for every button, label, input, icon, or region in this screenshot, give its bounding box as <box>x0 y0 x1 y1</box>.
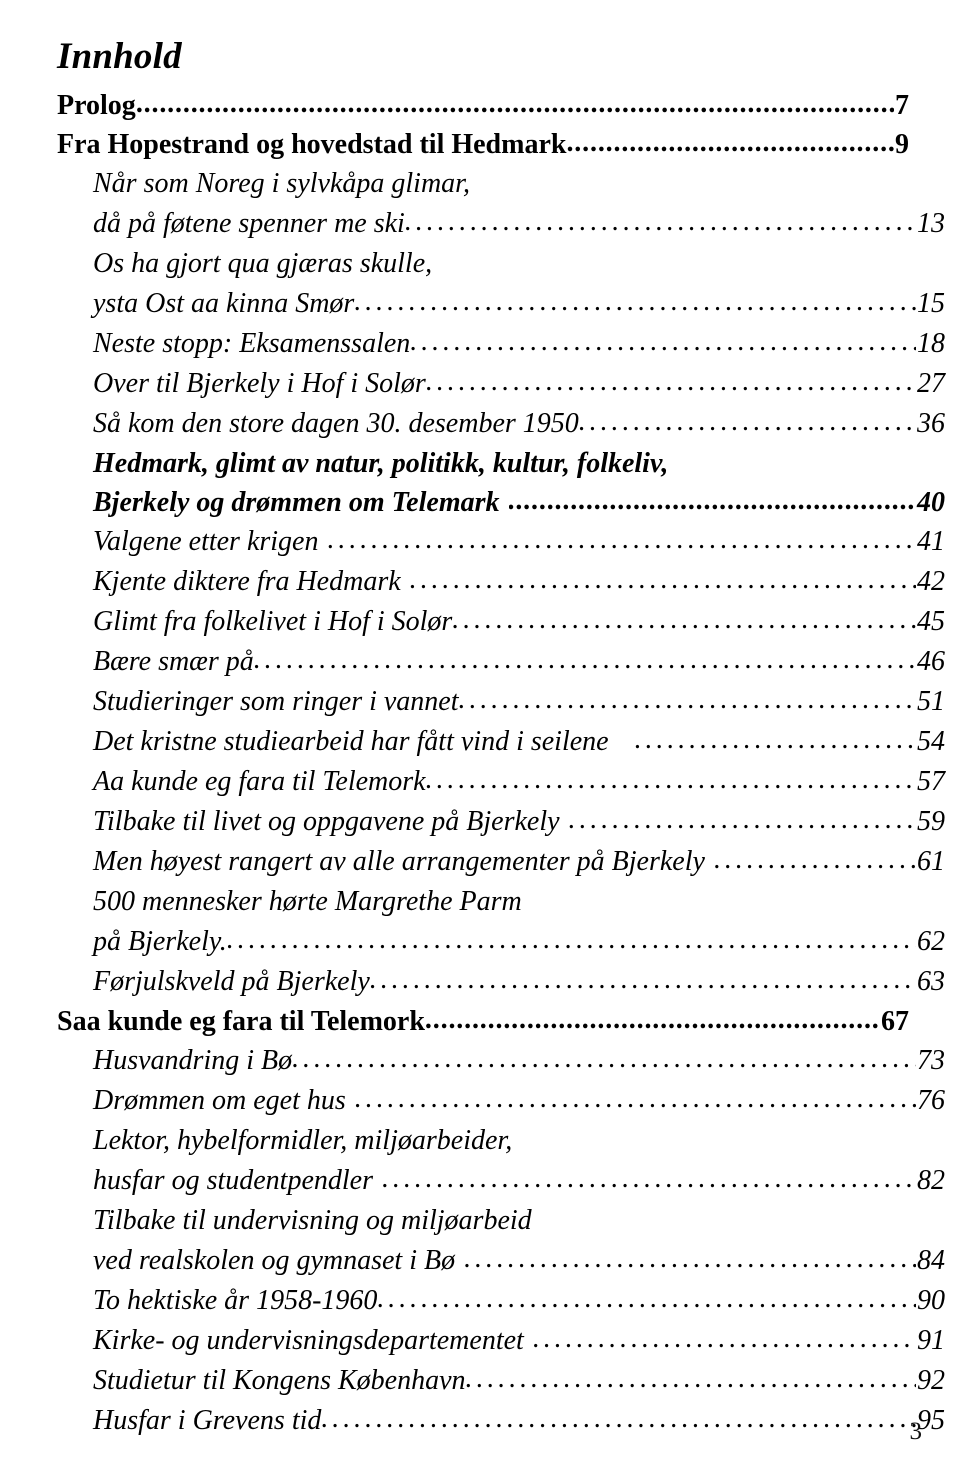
toc-entry-page-number: 45 <box>917 606 945 637</box>
toc-dot-leader <box>635 720 916 760</box>
toc-entry-line-final <box>93 1161 945 1201</box>
toc-entry-line-final <box>93 522 945 562</box>
toc-entry[interactable] <box>57 1401 945 1441</box>
toc-entry-label: Studieringer som ringer i vannet <box>93 686 459 717</box>
toc-entry-label: Kirke- og undervisningsdepartementet <box>93 1325 524 1356</box>
toc-entry-line-final <box>93 802 945 842</box>
toc-entry-line-final <box>93 562 945 602</box>
toc-entry-line-final <box>93 922 945 962</box>
toc-entry-page-number: 13 <box>917 208 945 239</box>
toc-entry-line-continued <box>93 882 945 922</box>
toc-entry-page-number: 82 <box>917 1165 945 1196</box>
toc-entry[interactable] <box>57 882 945 962</box>
toc-dot-leader <box>569 800 916 840</box>
toc-entry-line-continued <box>93 244 945 284</box>
toc-entry-label: på Bjerkely. <box>93 926 227 957</box>
toc-entry-label: Når som Noreg i sylvkåpa glimar, <box>93 168 470 199</box>
toc-entry-line-final <box>93 722 945 762</box>
toc-dot-leader <box>566 123 894 162</box>
toc-dot-leader <box>377 1279 916 1319</box>
toc-entry-page-number: 62 <box>917 926 945 957</box>
toc-entry-label: Bære smær på <box>93 646 254 677</box>
toc-entry-page-number: 76 <box>917 1085 945 1116</box>
toc-entry-page-number: 41 <box>917 526 945 557</box>
toc-entry[interactable] <box>57 642 945 682</box>
toc-dot-leader <box>425 1000 880 1039</box>
toc-entry-page-number: 95 <box>917 1405 945 1436</box>
toc-entry-page-number: 61 <box>917 846 945 877</box>
toc-entry[interactable] <box>57 1121 945 1201</box>
toc-entry-page-number: 42 <box>917 566 945 597</box>
table-of-contents-list <box>57 86 945 1441</box>
toc-dot-leader <box>405 202 916 242</box>
toc-dot-leader <box>464 1239 916 1279</box>
toc-entry[interactable] <box>57 86 909 125</box>
toc-entry-page-number: 91 <box>917 1325 945 1356</box>
toc-entry[interactable] <box>57 244 945 324</box>
toc-entry-label: Det kristne studiearbeid har fått vind i seilene <box>93 726 609 757</box>
toc-entry-label: Saa kunde eg fara til Telemork <box>57 1006 425 1037</box>
toc-entry-line-final <box>93 204 945 244</box>
toc-entry-label: Drømmen om eget hus <box>93 1085 346 1116</box>
toc-entry-page-number: 90 <box>917 1285 945 1316</box>
toc-entry-label: Lektor, hybelformidler, miljøarbeider, <box>93 1125 513 1156</box>
toc-entry-page-number: 40 <box>917 487 945 518</box>
toc-entry-label: Husfar i Grevens tid <box>93 1405 322 1436</box>
toc-entry[interactable] <box>57 1002 909 1041</box>
toc-entry-label: Over til Bjerkely i Hof i Solør <box>93 368 426 399</box>
toc-dot-leader <box>327 520 916 560</box>
toc-entry[interactable] <box>57 1361 945 1401</box>
toc-entry-label: 500 mennesker hørte Margrethe Parm <box>93 886 522 917</box>
toc-dot-leader <box>355 1079 916 1119</box>
toc-entry[interactable] <box>57 1281 945 1321</box>
toc-entry-label: Valgene etter krigen <box>93 526 319 557</box>
toc-entry-label: Glimt fra folkelivet i Hof i Solør <box>93 606 453 637</box>
toc-dot-leader <box>410 560 916 600</box>
toc-entry[interactable] <box>57 444 945 522</box>
toc-entry[interactable] <box>57 164 945 244</box>
toc-entry[interactable] <box>57 562 945 602</box>
toc-entry-label: husfar og studentpendler <box>93 1165 373 1196</box>
toc-entry-line-continued <box>93 1121 945 1161</box>
toc-entry-line-final <box>93 602 945 642</box>
toc-entry-label: Tilbake til livet og oppgavene på Bjerkely <box>93 806 560 837</box>
toc-entry-page-number: 63 <box>917 966 945 997</box>
toc-entry-page-number: 59 <box>917 806 945 837</box>
toc-entry-line-final <box>93 682 945 722</box>
toc-entry-line-final <box>93 284 945 324</box>
toc-entry-label: Men høyest rangert av alle arrangementer på Bjerkely <box>93 846 705 877</box>
toc-dot-leader <box>426 362 916 402</box>
toc-entry-label: Prolog <box>57 90 136 121</box>
toc-entry[interactable] <box>57 762 945 802</box>
toc-entry-line-final <box>93 1321 945 1361</box>
toc-entry-line-final <box>93 1281 945 1321</box>
toc-entry-page-number: 92 <box>917 1365 945 1396</box>
page-title: Innhold <box>57 36 182 77</box>
toc-entry[interactable] <box>57 404 945 444</box>
toc-entry-line-final <box>93 962 945 1002</box>
toc-entry-label: Kjente diktere fra Hedmark <box>93 566 401 597</box>
toc-entry[interactable] <box>57 522 945 562</box>
toc-dot-leader <box>370 960 916 1000</box>
toc-dot-leader <box>227 920 916 960</box>
toc-entry-label: Os ha gjort qua gjæras skulle, <box>93 248 433 279</box>
toc-entry[interactable] <box>57 602 945 642</box>
toc-entry[interactable] <box>57 324 945 364</box>
toc-dot-leader <box>426 760 916 800</box>
toc-entry-line-final <box>93 1081 945 1121</box>
toc-entry-page-number: 18 <box>917 328 945 359</box>
toc-entry-label: Førjulskveld på Bjerkely <box>93 966 370 997</box>
toc-entry[interactable] <box>57 364 945 404</box>
toc-entry-label: då på føtene spenner me ski <box>93 208 405 239</box>
toc-entry-label: Aa kunde eg fara til Telemork <box>93 766 426 797</box>
toc-entry-line-final <box>93 642 945 682</box>
toc-entry-label: Fra Hopestrand og hovedstad til Hedmark <box>57 129 567 160</box>
toc-entry[interactable] <box>57 842 945 882</box>
toc-entry[interactable] <box>57 962 945 1002</box>
toc-entry-label: Husvandring i Bø <box>93 1045 293 1076</box>
toc-entry-label: ved realskolen og gymnaset i Bø <box>93 1245 456 1276</box>
toc-entry[interactable] <box>57 1041 945 1081</box>
toc-dot-leader <box>533 1319 916 1359</box>
toc-entry-line-final <box>93 404 945 444</box>
toc-entry-line-final <box>93 1041 945 1081</box>
toc-entry-label: Så kom den store dagen 30. desember 1950 <box>93 408 579 439</box>
toc-entry[interactable] <box>57 1321 945 1361</box>
page-folio-number: 3 <box>909 1418 922 1445</box>
toc-dot-leader <box>466 1359 916 1399</box>
toc-entry-page-number: 7 <box>895 90 909 121</box>
toc-dot-leader <box>410 322 916 362</box>
toc-dot-leader <box>382 1159 916 1199</box>
toc-dot-leader <box>136 84 894 123</box>
toc-entry-label: Hedmark, glimt av natur, politikk, kultur, folkeliv, <box>93 448 669 479</box>
toc-entry-line-final <box>93 1241 945 1281</box>
toc-entry-line-continued <box>93 1201 945 1241</box>
toc-entry-line-final <box>93 762 945 802</box>
toc-dot-leader <box>579 402 916 442</box>
toc-entry-line-final <box>93 842 945 882</box>
toc-entry-page-number: 9 <box>895 129 909 160</box>
toc-entry-line-continued <box>93 164 945 204</box>
toc-entry[interactable] <box>57 722 945 762</box>
toc-dot-leader <box>292 1039 916 1079</box>
toc-entry-line-final <box>93 324 945 364</box>
toc-entry-page-number: 73 <box>917 1045 945 1076</box>
toc-entry-label: To hektiske år 1958-1960 <box>93 1285 378 1316</box>
toc-entry-page-number: 57 <box>917 766 945 797</box>
toc-entry-line-final <box>57 125 909 164</box>
toc-entry-line-final <box>93 364 945 404</box>
toc-entry[interactable] <box>57 682 945 722</box>
toc-entry-page-number: 67 <box>881 1006 909 1037</box>
toc-entry-page-number: 51 <box>917 686 945 717</box>
toc-entry[interactable] <box>57 1201 945 1281</box>
toc-dot-leader <box>354 282 916 322</box>
toc-entry[interactable] <box>57 1081 945 1121</box>
toc-entry-line-final <box>93 483 945 522</box>
toc-entry[interactable] <box>57 802 945 842</box>
toc-entry-label: Tilbake til undervisning og miljøarbeid <box>93 1205 532 1236</box>
toc-entry-line-continued <box>93 444 945 483</box>
toc-entry-page-number: 54 <box>917 726 945 757</box>
toc-entry-label: ysta Ost aa kinna Smør <box>93 288 355 319</box>
toc-entry-line-final <box>57 86 909 125</box>
toc-entry-page-number: 15 <box>917 288 945 319</box>
toc-entry-page-number: 84 <box>917 1245 945 1276</box>
toc-entry-page-number: 27 <box>917 368 945 399</box>
toc-dot-leader <box>459 680 916 720</box>
toc-dot-leader <box>254 640 916 680</box>
toc-dot-leader <box>321 1399 916 1439</box>
toc-entry-line-final <box>93 1401 945 1441</box>
toc-entry[interactable] <box>57 125 909 164</box>
toc-dot-leader <box>714 840 916 880</box>
toc-entry-label: Neste stopp: Eksamenssalen <box>93 328 411 359</box>
toc-entry-label: Studietur til Kongens København <box>93 1365 466 1396</box>
toc-entry-label: Bjerkely og drømmen om Telemark <box>93 487 500 518</box>
toc-entry-page-number: 46 <box>917 646 945 677</box>
toc-entry-line-final <box>57 1002 909 1041</box>
toc-dot-leader <box>509 481 917 520</box>
toc-entry-line-final <box>93 1361 945 1401</box>
toc-entry-page-number: 36 <box>917 408 945 439</box>
toc-dot-leader <box>452 600 916 640</box>
